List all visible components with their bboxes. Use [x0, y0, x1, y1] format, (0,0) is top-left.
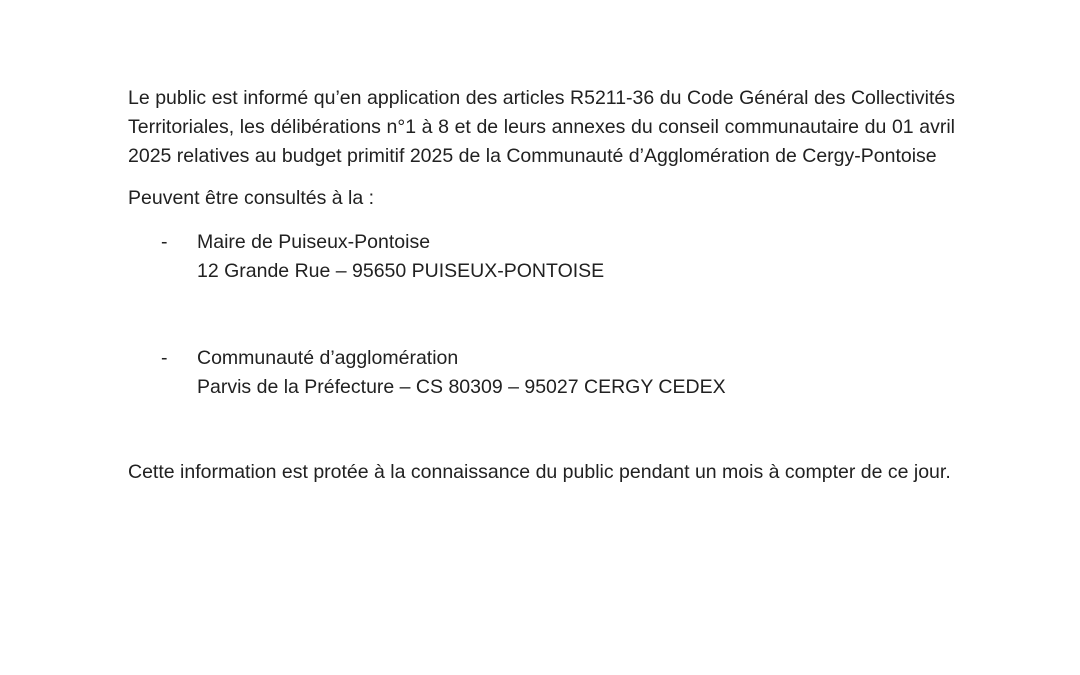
list-item: [128, 228, 955, 286]
location-details: [197, 344, 955, 402]
location-list: [128, 228, 955, 402]
closing-paragraph: Cette information est protée à la connaissance du public pendant un mois à compter de ce jour.: [128, 461, 951, 483]
location-name: Communauté d’agglomération: [197, 347, 459, 369]
location-address: 12 Grande Rue – 95650 PUISEUX-PONTOISE: [197, 260, 605, 282]
location-address: Parvis de la Préfecture – CS 80309 – 95027 CERGY CEDEX: [197, 376, 726, 398]
notice-content: [128, 84, 955, 487]
location-details: [197, 228, 955, 286]
consultation-line: Peuvent être consultés à la :: [128, 187, 375, 209]
list-item: [128, 344, 955, 402]
location-name: Maire de Puiseux-Pontoise: [197, 231, 431, 253]
intro-paragraph: Le public est informé qu’en application des articles R5211-36 du Code Général des Collectivités Territoriales, les délibérations n°1 à 8 et de leurs annexes du conseil communautaire du 01 avril 2025 relatives au budget primitif 2025 de la Communauté d’Agglomération de Cergy-Pontoise: [128, 87, 955, 167]
list-dash-marker: -: [161, 231, 168, 253]
list-dash-marker: -: [161, 347, 168, 369]
